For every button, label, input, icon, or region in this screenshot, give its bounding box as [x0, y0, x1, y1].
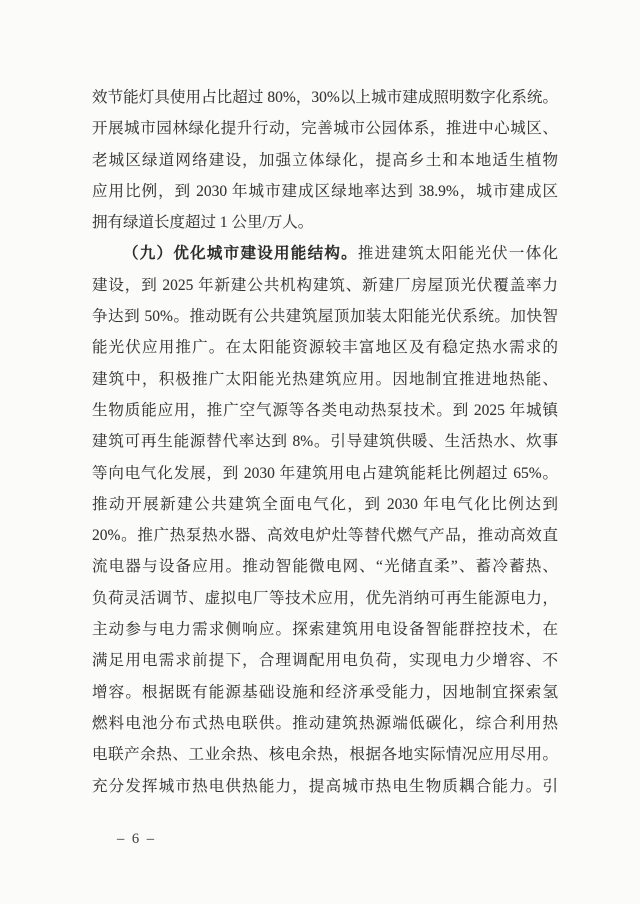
text-line: 老城区绿道网络建设，加强立体绿化，提高乡土和本地适生植物 — [92, 151, 558, 169]
body-text — [92, 82, 558, 802]
section-heading: （九）优化城市建设用能结构。 — [123, 245, 358, 263]
text-line: 电联产余热、工业余热、核电余热，根据各地实际情况应用尽用。 — [92, 746, 558, 764]
page-number: – 6 – — [117, 831, 156, 847]
text-line: 负荷灵活调节、虚拟电厂等技术应用，优先消纳可再生能源电力， — [92, 589, 558, 607]
heading-continuation-text: 推进建筑太阳能光伏一体化 — [357, 245, 558, 263]
text-line: 应用比例，到 2030 年城市建成区绿地率达到 38.9%，城市建成区 — [92, 182, 558, 200]
text-line: 主动参与电力需求侧响应。探索建筑用电设备智能群控技术，在 — [92, 621, 558, 639]
text-line: 建筑可再生能源替代率达到 8%。引导建筑供暖、生活热水、炊事 — [92, 433, 558, 451]
section-heading-line — [92, 238, 558, 269]
text-line: 能光伏应用推广。在太阳能资源较丰富地区及有稳定热水需求的 — [92, 339, 558, 357]
text-line: 等向电气化发展，到 2030 年建筑用电占建筑能耗比例超过 65%。 — [92, 464, 558, 482]
text-line: 生物质能应用，推广空气源等各类电动热泵技术。到 2025 年城镇 — [92, 401, 558, 419]
text-line: 建设，到 2025 年新建公共机构建筑、新建厂房屋顶光伏覆盖率力 — [92, 276, 558, 294]
text-line: 燃料电池分布式热电联供。推动建筑热源端低碳化，综合利用热 — [92, 714, 558, 732]
paragraph-end-line: 拥有绿道长度超过 1 公里/万人。 — [92, 214, 314, 232]
text-line: 充分发挥城市热电供热能力，提高城市热电生物质耦合能力。引 — [92, 777, 558, 795]
text-line: 满足用电需求前提下，合理调配用电负荷，实现电力少增容、不 — [92, 652, 558, 670]
text-line: 建筑中，积极推广太阳能光热建筑应用。因地制宜推进地热能、 — [92, 370, 558, 388]
text-line: 开展城市园林绿化提升行动，完善城市公园体系，推进中心城区、 — [92, 120, 558, 138]
text-line: 效节能灯具使用占比超过 80%，30%以上城市建成照明数字化系统。 — [92, 89, 558, 106]
text-line: 争达到 50%。推动既有公共建筑屋顶加装太阳能光伏系统。加快智 — [92, 308, 558, 326]
text-line: 流电器与设备应用。推动智能微电网、“光储直柔”、蓄冷蓄热、 — [92, 558, 558, 576]
text-line: 推动开展新建公共建筑全面电气化，到 2030 年电气化比例达到 — [92, 495, 558, 513]
text-line: 20%。推广热泵热水器、高效电炉灶等替代燃气产品，推动高效直 — [92, 527, 558, 545]
text-line: 增容。根据既有能源基础设施和经济承受能力，因地制宜探索氢 — [92, 683, 558, 701]
